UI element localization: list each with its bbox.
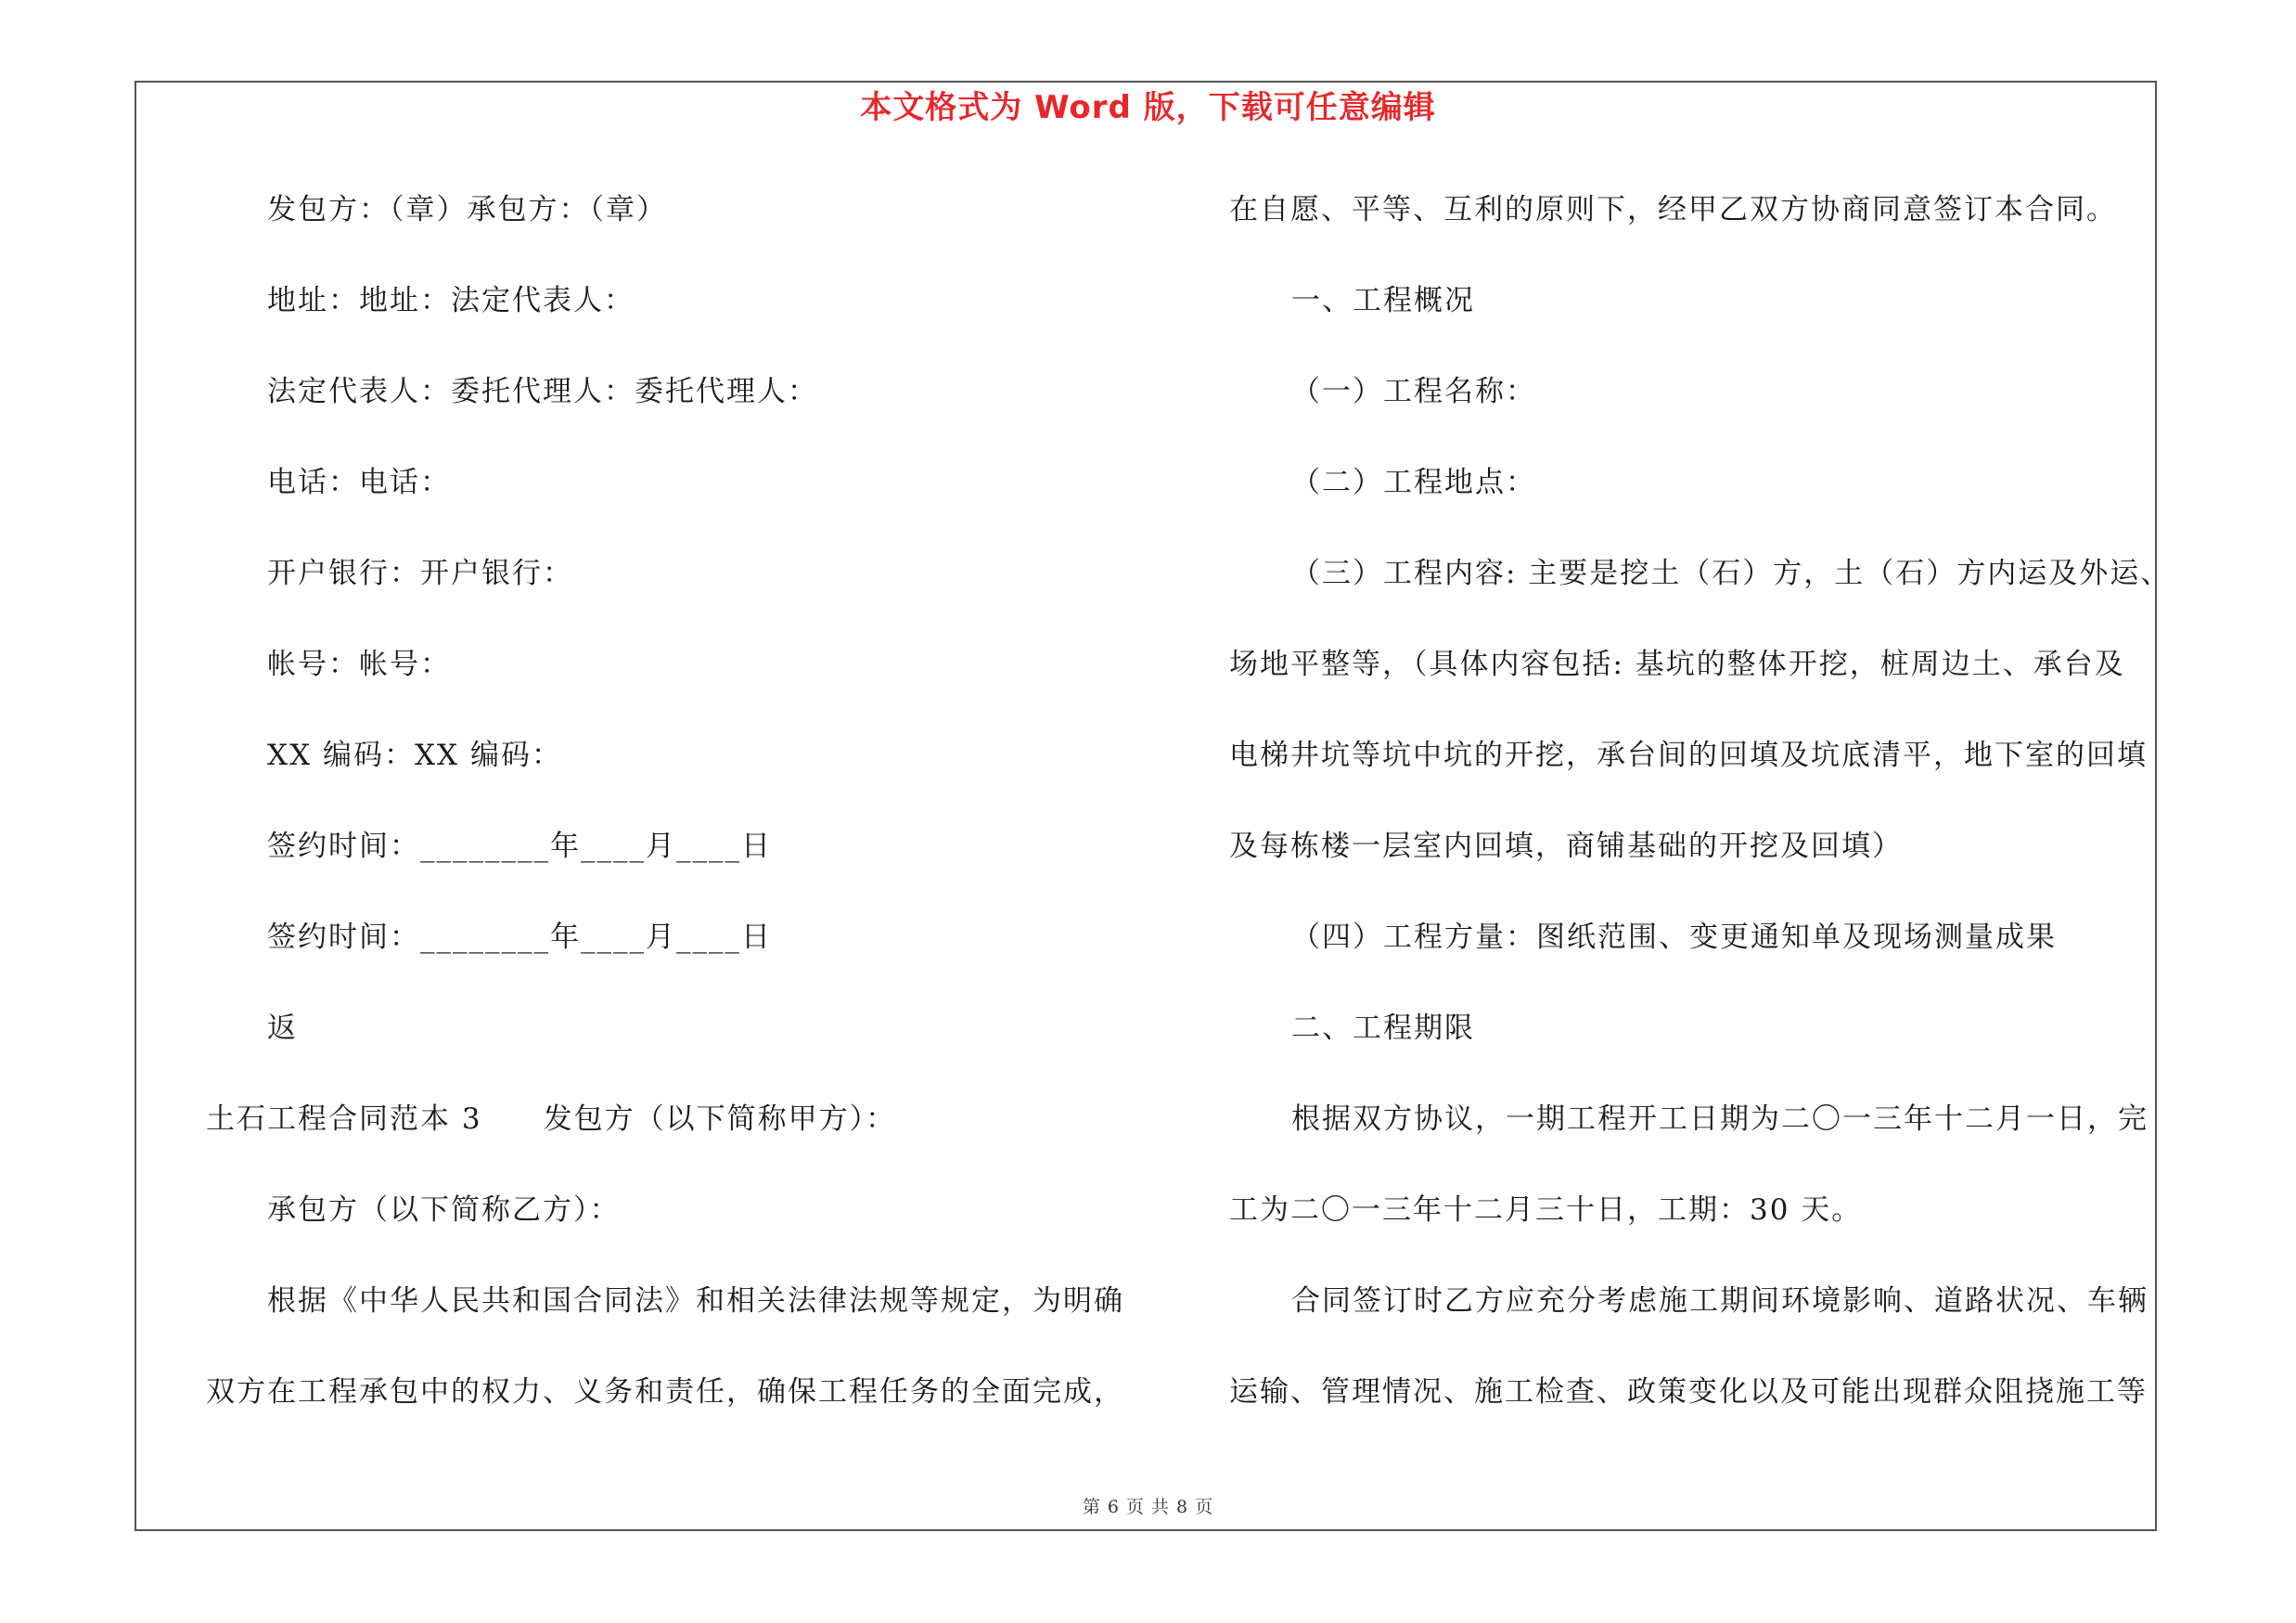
- text-line: （二）工程地点：: [1291, 466, 1536, 499]
- text-line: 帐号：帐号：: [267, 648, 451, 681]
- section-heading: 二、工程期限: [1291, 1011, 1475, 1045]
- section-heading: 一、工程概况: [1291, 284, 1475, 317]
- text-line: （三）工程内容: 主要是挖土（石）方，土（石）方内运及外运、: [1291, 557, 2172, 590]
- text-line: 工为二〇一三年十二月三十日，工期：30 天。: [1229, 1193, 1863, 1227]
- text-line: 签约时间：________年____月____日: [267, 830, 772, 863]
- format-banner: 本文格式为 Word 版，下载可任意编辑: [860, 89, 1436, 126]
- text-line: 运输、管理情况、施工检查、政策变化以及可能出现群众阻挠施工等: [1229, 1375, 2148, 1409]
- text-line: 签约时间：________年____月____日: [267, 921, 772, 954]
- text-line: 开户银行：开户银行：: [267, 557, 573, 590]
- text-line: 返: [267, 1011, 298, 1045]
- text-line: 根据双方协议，一期工程开工日期为二〇一三年十二月一日，完: [1291, 1102, 2148, 1136]
- text-line: （一）工程名称：: [1291, 375, 1536, 408]
- text-line: （四）工程方量：图纸范围、变更通知单及现场测量成果: [1291, 921, 2057, 954]
- text-line: 承包方（以下简称乙方）：: [267, 1193, 621, 1227]
- text-line: 双方在工程承包中的权力、义务和责任，确保工程任务的全面完成，: [206, 1375, 1124, 1409]
- text-line: 发包方：（章）承包方：（章）: [267, 193, 667, 226]
- text-line: XX 编码：XX 编码：: [267, 739, 562, 772]
- text-line: 法定代表人：委托代理人：委托代理人：: [267, 375, 818, 408]
- text-line: 电梯井坑等坑中坑的开挖，承台间的回填及坑底清平，地下室的回填: [1229, 739, 2148, 772]
- text-line: 地址：地址：法定代表人：: [267, 284, 635, 317]
- text-line: 在自愿、平等、互利的原则下，经甲乙双方协商同意签订本合同。: [1229, 193, 2117, 226]
- text-line: 电话：电话：: [267, 466, 451, 499]
- page-number-footer: 第 6 页 共 8 页: [1082, 1497, 1214, 1517]
- text-line: 场地平整等，（具体内容包括: 基坑的整体开挖，桩周边土、承台及: [1229, 648, 2125, 681]
- text-line: 合同签订时乙方应充分考虑施工期间环境影响、道路状况、车辆: [1291, 1284, 2148, 1318]
- section-heading: 土石工程合同范本 3 发包方（以下简称甲方）：: [206, 1102, 897, 1136]
- text-line: 及每栋楼一层室内回填，商铺基础的开挖及回填）: [1229, 830, 1903, 863]
- text-line: 根据《中华人民共和国合同法》和相关法律法规等规定，为明确: [267, 1284, 1124, 1318]
